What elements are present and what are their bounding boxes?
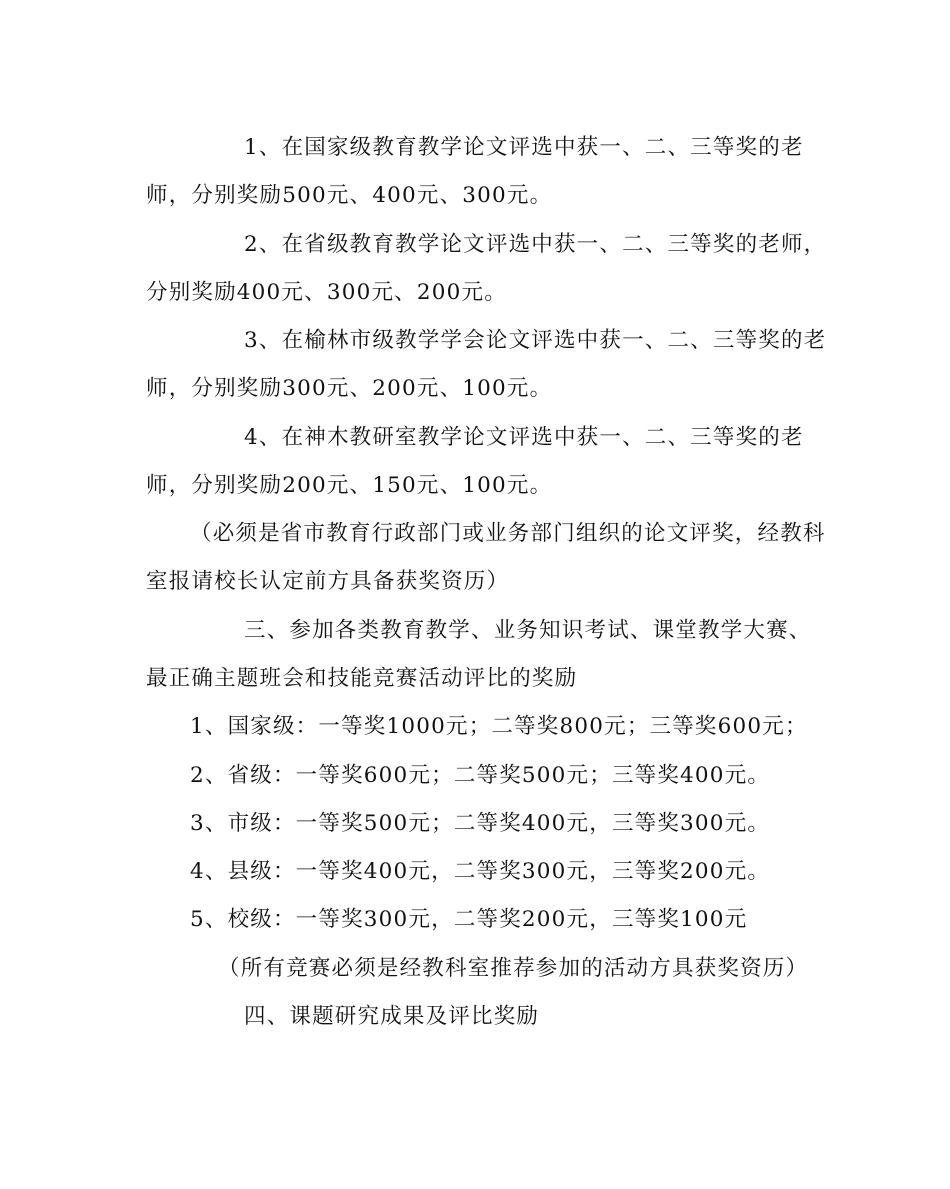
list-item: 1、国家级：一等奖1000元；二等奖800元；三等奖600元； xyxy=(190,714,808,739)
section-heading: 三、参加各类教育教学、业务知识考试、课堂教学大赛、 xyxy=(244,618,812,643)
section-heading: 最正确主题班会和技能竞赛活动评比的奖励 xyxy=(146,666,578,691)
list-item: 3、市级：一等奖500元；二等奖400元，三等奖300元。 xyxy=(190,811,771,836)
note-line: （必须是省市教育行政部门或业务部门组织的论文评奖，经教科 xyxy=(190,521,826,546)
list-item: 5、校级：一等奖300元，二等奖200元，三等奖100元 xyxy=(190,907,748,932)
note-line: （所有竞赛必须是经教科室推荐参加的活动方具获奖资历） xyxy=(218,956,809,981)
list-item: 4、县级：一等奖400元，二等奖300元，三等奖200元。 xyxy=(190,859,771,884)
paragraph-line: 师，分别奖励500元、400元、300元。 xyxy=(146,183,553,208)
list-item: 2、省级：一等奖600元；二等奖500元；三等奖400元。 xyxy=(190,763,771,788)
paragraph-line: 1、在国家级教育教学论文评选中获一、二、三等奖的老 xyxy=(244,135,804,160)
note-line: 室报请校长认定前方具备获奖资历） xyxy=(146,569,510,594)
paragraph-line: 4、在神木教研室教学论文评选中获一、二、三等奖的老 xyxy=(244,425,804,450)
paragraph-line: 3、在榆林市级教学学会论文评选中获一、二、三等奖的老 xyxy=(244,328,827,353)
paragraph-line: 分别奖励400元、300元、200元。 xyxy=(146,280,507,305)
paragraph-line: 师，分别奖励300元、200元、100元。 xyxy=(146,376,553,401)
paragraph-line: 2、在省级教育教学论文评选中获一、二、三等奖的老师， xyxy=(244,232,827,257)
section-heading: 四、课题研究成果及评比奖励 xyxy=(244,1004,540,1029)
paragraph-line: 师，分别奖励200元、150元、100元。 xyxy=(146,473,553,498)
